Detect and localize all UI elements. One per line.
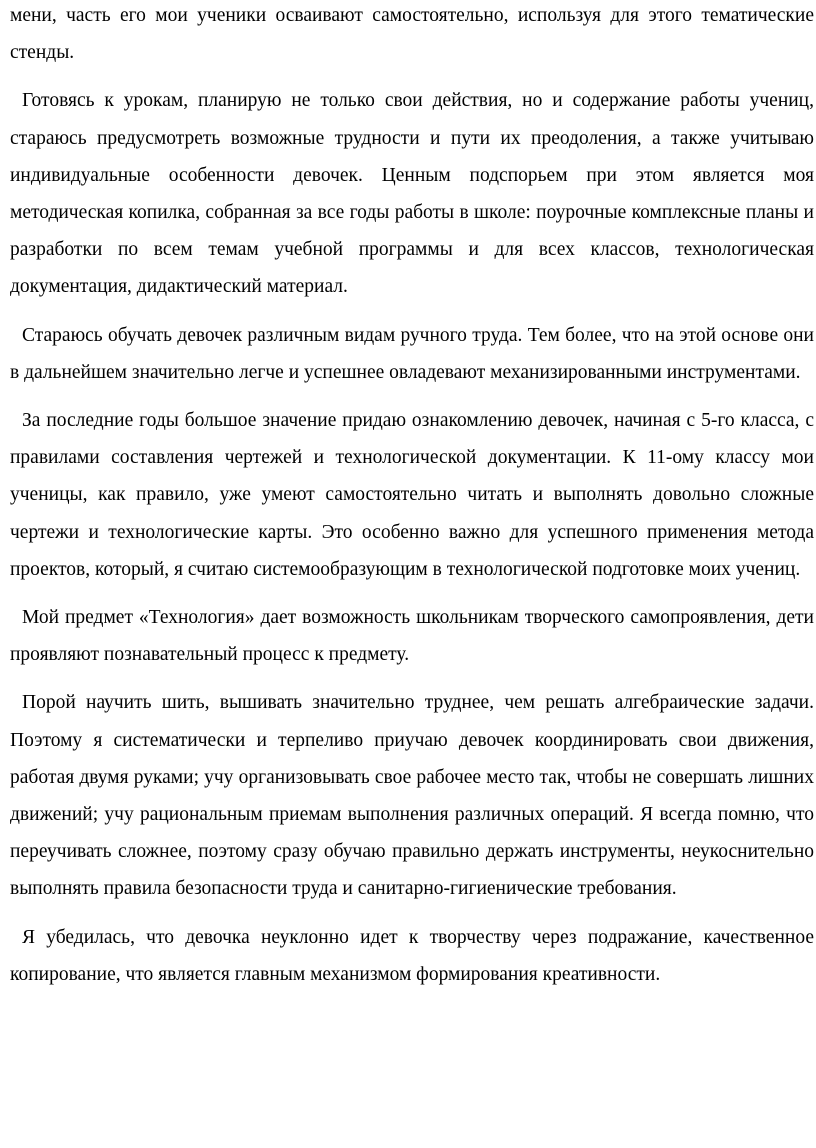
document-page — [10, 0, 814, 993]
paragraph-sewing-skills: Порой научить шить, вышивать значительно труднее, чем решать алгебраические задачи. Поэтому я систематически и терпеливо приучаю девочек координировать свои движения, работая двумя руками; учу организовывать свое рабочее место так, чтобы не совершать лишних движений; учу рациональным приемам выполнения различных операций. Я всегда помню, что переучивать сложнее, поэтому сразу обучаю правильно держать инструменты, неукоснительно выполнять правила безопасности труда и санитарно-гигиенические требования. — [10, 692, 814, 900]
paragraph-continuation: мени, часть его мои ученики осваивают самостоятельно, используя для этого тематические стенды. — [10, 5, 814, 64]
paragraph-lesson-planning: Готовясь к урокам, планирую не только свои действия, но и содержание работы учениц, стараюсь предусмотреть возможные трудности и пути их преодоления, а также учитываю индивидуальные особенности девочек. Ценным подспорьем при этом является моя методическая копилка, собранная за все годы работы в школе: поурочные комплексные планы и разработки по всем темам учебной программы и для всех классов, технологическая документация, дидактический материал. — [10, 90, 814, 298]
paragraph-manual-labor: Стараюсь обучать девочек различным видам ручного труда. Тем более, что на этой основе они в дальнейшем значительно легче и успешнее овладевают механизированными инструментами. — [10, 324, 814, 383]
paragraph-creativity: Я убедилась, что девочка неуклонно идет к творчеству через подражание, качественное копирование, что является главным механизмом формирования креативности. — [10, 926, 814, 985]
paragraph-subject-technology: Мой предмет «Технология» дает возможность школьникам творческого самопроявления, дети проявляют познавательный процесс к предмету. — [10, 607, 814, 666]
paragraph-technical-drawings: За последние годы большое значение придаю ознакомлению девочек, начиная с 5-го класса, с правилами составления чертежей и технологической документации. К 11-ому классу мои ученицы, как правило, уже умеют самостоятельно читать и выполнять довольно сложные чертежи и технологические карты. Это особенно важно для успешного применения метода проектов, который, я считаю системообразующим в технологической подготовке моих учениц. — [10, 410, 814, 580]
